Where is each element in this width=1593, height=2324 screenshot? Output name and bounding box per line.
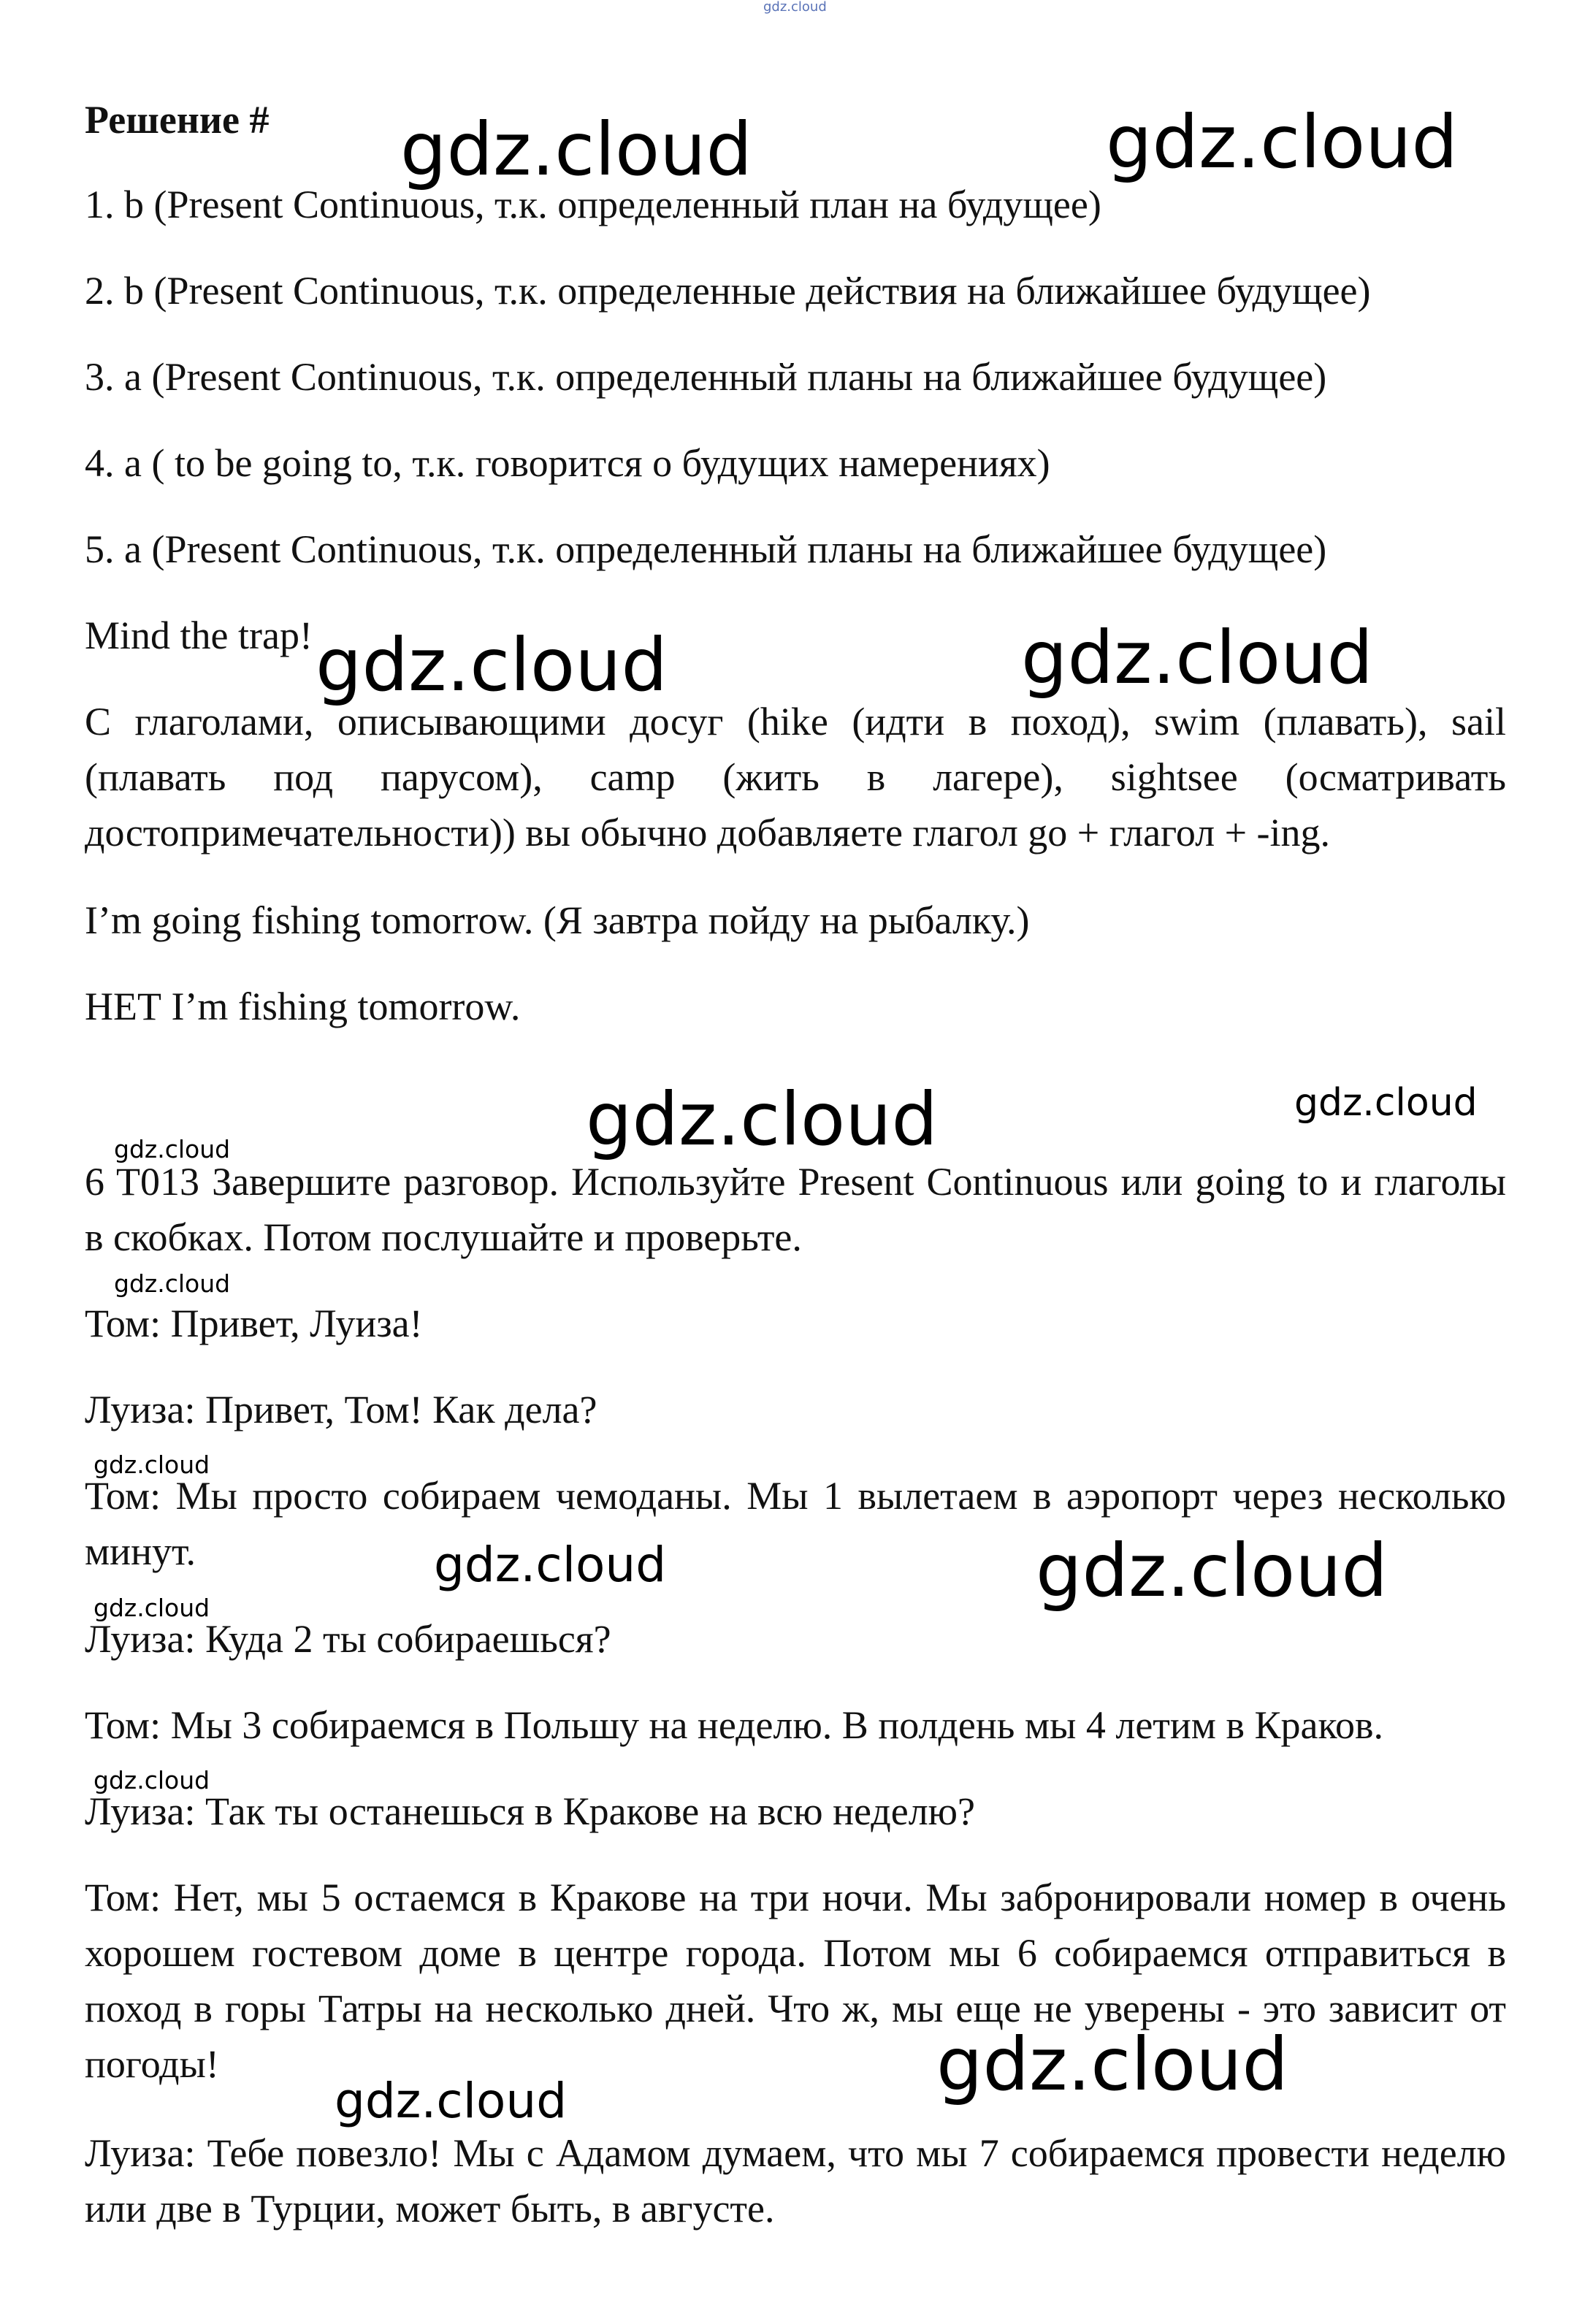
dialogue-line-7: Том: Нет, мы 5 остаемся в Кракове на три ночи. Мы забронировали номер в очень хорошем гостевом доме в центре города. Потом мы 6 собираемся отправиться в поход в горы Татры на несколько дней. Что ж, мы еще не уверены - это зависит от погоды! — [85, 1876, 1506, 2086]
watermark: gdz.cloud — [1036, 1528, 1388, 1613]
answer-3: 3. a (Present Continuous, т.к. определенный планы на ближайшее будущее) — [85, 355, 1327, 399]
watermark: gdz.cloud — [114, 1269, 231, 1298]
watermark: gdz.cloud — [114, 1135, 231, 1163]
trap-counter-example: НЕТ I’m fishing tomorrow. — [85, 985, 521, 1028]
header-watermark: gdz.cloud — [763, 0, 827, 15]
watermark: gdz.cloud — [434, 1537, 667, 1593]
trap-rule: С глаголами, описывающими досуг (hike (идти в поход), swim (плавать), sail (плавать под парусом), camp (жить в лагере), sightsee (осматривать достопримечательности)) вы обычно добавляете глагол go + глагол + -ing. — [85, 700, 1506, 855]
watermark: gdz.cloud — [936, 2022, 1289, 2107]
dialogue-line-3: Том: Мы просто собираем чемоданы. Мы 1 вылетаем в аэропорт через несколько минут. — [85, 1474, 1506, 1573]
watermark: gdz.cloud — [93, 1594, 210, 1622]
dialogue-line-4: Луиза: Куда 2 ты собираешься? — [85, 1617, 611, 1661]
watermark: gdz.cloud — [93, 1766, 210, 1794]
answer-4: 4. a ( to be going to, т.к. говорится о будущих намерениях) — [85, 441, 1050, 485]
dialogue-line-5: Том: Мы 3 собираемся в Польшу на неделю. В полдень мы 4 летим в Краков. — [85, 1703, 1383, 1747]
watermark: gdz.cloud — [316, 622, 668, 708]
watermark: gdz.cloud — [93, 1450, 210, 1479]
watermark: gdz.cloud — [1021, 615, 1374, 700]
page-title: Решение # — [85, 98, 270, 142]
answer-5: 5. a (Present Continuous, т.к. определенный планы на ближайшее будущее) — [85, 527, 1327, 571]
answer-2: 2. b (Present Continuous, т.к. определенные действия на ближайшее будущее) — [85, 269, 1371, 313]
dialogue-line-2: Луиза: Привет, Том! Как дела? — [85, 1388, 597, 1432]
dialogue-line-8: Луиза: Тебе повезло! Мы с Адамом думаем, что мы 7 собираемся провести неделю или две в Турции, может быть, в августе. — [85, 2131, 1506, 2231]
watermark: gdz.cloud — [1106, 99, 1459, 185]
dialogue-line-6: Луиза: Так ты останешься в Кракове на всю неделю? — [85, 1789, 975, 1833]
watermark: gdz.cloud — [400, 107, 753, 192]
watermark: gdz.cloud — [586, 1077, 939, 1162]
watermark: gdz.cloud — [335, 2073, 568, 2129]
trap-example: I’m going fishing tomorrow. (Я завтра пойду на рыбалку.) — [85, 898, 1030, 942]
answer-1: 1. b (Present Continuous, т.к. определенный план на будущее) — [85, 183, 1101, 226]
task-6: 6 T013 Завершите разговор. Используйте Present Continuous или going to и глаголы в скобках. Потом послушайте и проверьте. — [85, 1160, 1506, 1259]
dialogue-line-1: Том: Привет, Луиза! — [85, 1301, 423, 1345]
trap-heading: Mind the trap! — [85, 614, 313, 657]
watermark: gdz.cloud — [1294, 1081, 1478, 1125]
